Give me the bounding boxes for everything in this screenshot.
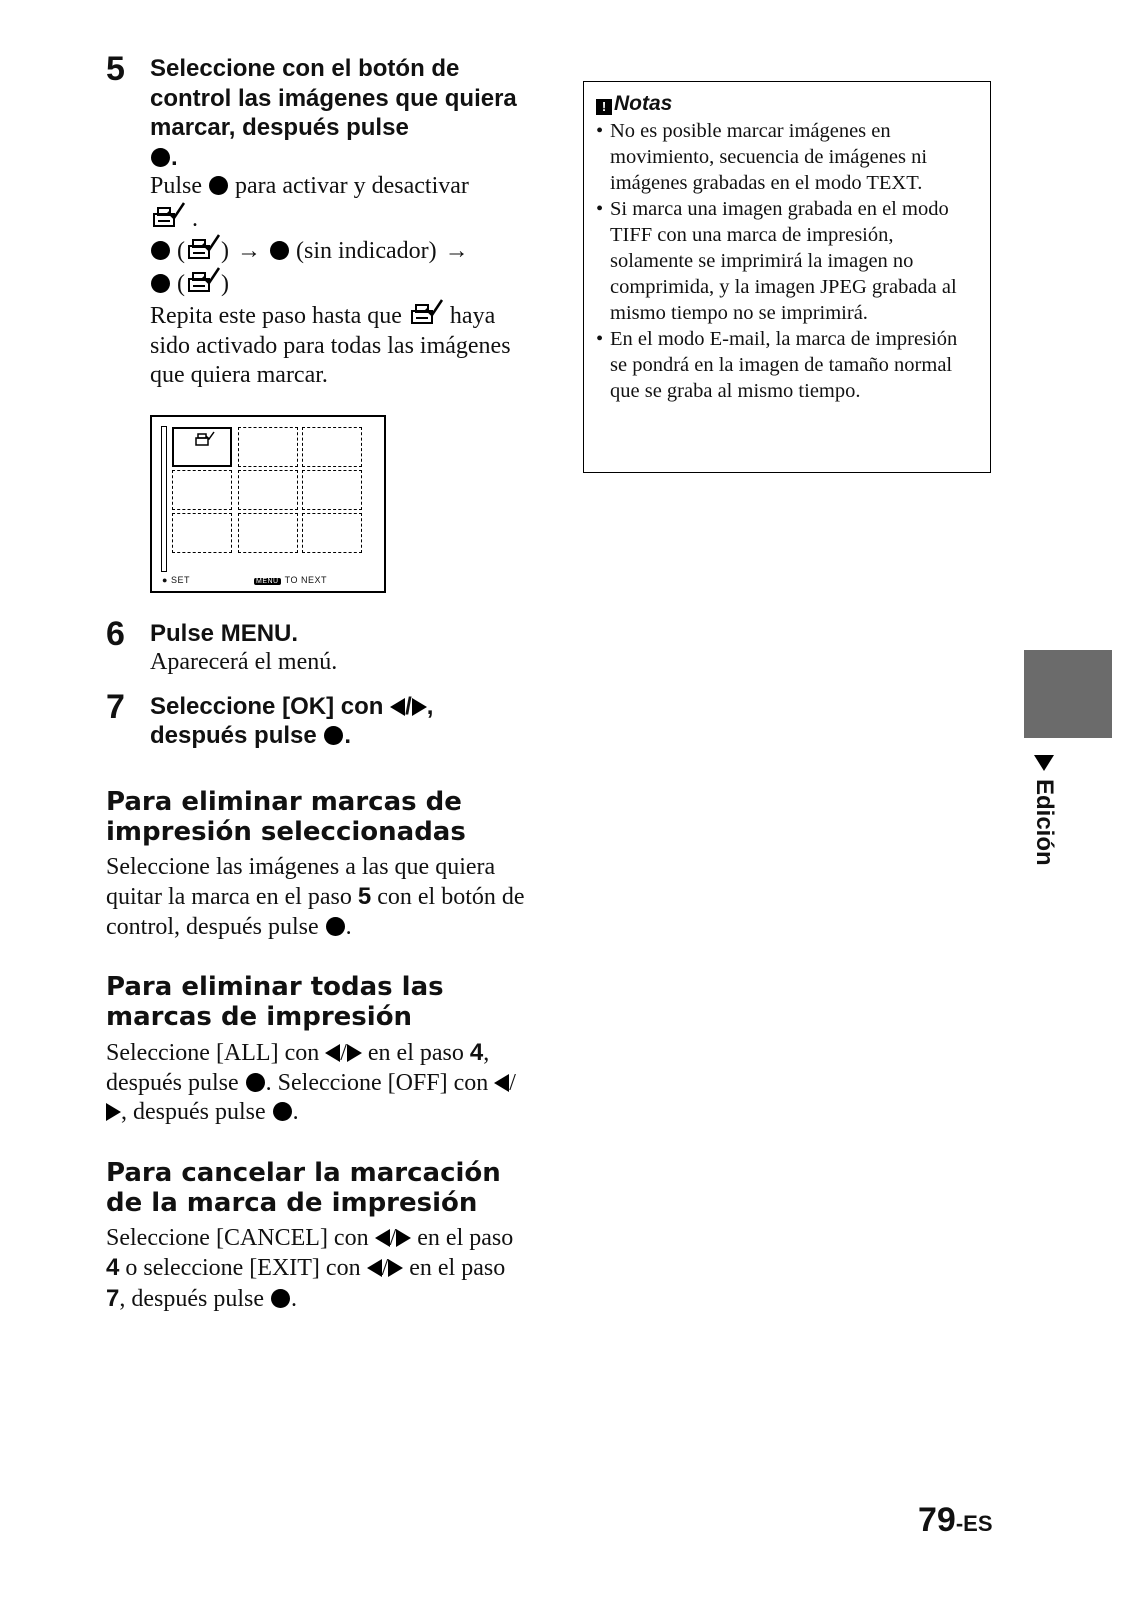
main-column	[106, 50, 526, 1314]
thumbnail	[302, 470, 362, 510]
lcd-set-label: ● SET	[162, 574, 190, 585]
right-triangle-icon	[388, 1259, 403, 1277]
control-button-dot-icon	[151, 148, 170, 167]
right-triangle-icon	[347, 1044, 362, 1062]
print-mark-icon	[194, 430, 224, 450]
step-number: 6	[106, 614, 125, 653]
right-triangle-icon	[106, 1103, 121, 1121]
thumbnail	[238, 513, 298, 553]
thumbnail	[302, 427, 362, 467]
step-title: Pulse MENU.	[150, 619, 299, 647]
step-title: Seleccione [OK] con / , después pulse .	[150, 692, 434, 749]
thumbnail-selected	[172, 427, 232, 467]
notes-title: ! Notas	[596, 90, 978, 118]
step-6	[106, 614, 526, 678]
notes-list	[596, 118, 978, 404]
section-cancel-marking	[106, 1158, 526, 1315]
chapter-tab	[1024, 650, 1112, 738]
chapter-label: Edición	[1024, 755, 1064, 866]
control-button-dot-icon	[271, 1289, 290, 1308]
thumbnail	[172, 513, 232, 553]
control-button-dot-icon	[151, 241, 170, 260]
left-triangle-icon	[367, 1259, 382, 1277]
step-body: Aparecerá el menú.	[150, 649, 338, 675]
lcd-next-label: MENU TO NEXT	[256, 574, 327, 585]
section-remove-selected	[106, 787, 526, 943]
left-triangle-icon	[375, 1229, 390, 1247]
right-triangle-icon	[396, 1229, 411, 1247]
print-mark-icon	[185, 234, 221, 262]
step-7	[106, 687, 526, 751]
step-5	[106, 50, 526, 593]
menu-tag: MENU	[256, 577, 279, 585]
left-triangle-icon	[390, 698, 405, 716]
thumbnail	[238, 470, 298, 510]
thumbnail	[302, 513, 362, 553]
print-mark-icon	[408, 299, 444, 327]
control-button-dot-icon	[273, 1102, 292, 1121]
lcd-screen-illustration	[150, 415, 386, 593]
control-button-dot-icon	[246, 1073, 265, 1092]
control-button-dot-icon	[151, 274, 170, 293]
print-mark-icon	[150, 202, 186, 230]
section-heading: Para cancelar la marcación de la marca de impresión	[106, 1157, 501, 1218]
step-body: Pulse para activar y desactivar . ( ) → (sin indicador) → ( ) Repita este paso hasta que haya sido activado para todas las imágenes que quiera marcar.	[150, 173, 511, 388]
control-button-dot-icon	[326, 917, 345, 936]
left-triangle-icon	[494, 1074, 509, 1092]
section-heading: Para eliminar marcas de impresión seleccionadas	[106, 786, 466, 847]
thumbnail	[238, 427, 298, 467]
note-item: • No es posible marcar imágenes en movimiento, secuencia de imágenes ni imágenes grabadas en el modo TEXT.	[596, 118, 978, 196]
note-item: • En el modo E-mail, la marca de impresión se pondrá en la imagen de tamaño normal que se graba al mismo tiempo.	[596, 326, 978, 404]
note-item: • Si marca una imagen grabada en el modo TIFF con una marca de impresión, solamente se imprimirá la imagen no comprimida, y la imagen JPEG grabada al mismo tiempo no se imprimirá.	[596, 196, 978, 326]
left-triangle-icon	[325, 1044, 340, 1062]
step-number: 7	[106, 687, 125, 726]
control-button-dot-icon	[270, 241, 289, 260]
step-title: Seleccione con el botón de control las imágenes que quiera marcar, después pulse .	[150, 55, 517, 171]
thumbnail	[172, 470, 232, 510]
control-button-dot-icon	[209, 176, 228, 195]
section-body: Seleccione las imágenes a las que quiera quitar la marca en el paso 5 con el botón de control, después pulse .	[106, 853, 525, 940]
section-body: Seleccione [ALL] con / en el paso 4, después pulse . Seleccione [OFF] con /, después pulse .	[106, 1039, 516, 1125]
section-remove-all	[106, 972, 526, 1128]
step-number: 5	[106, 50, 125, 88]
arrow-right-icon: →	[444, 238, 469, 264]
arrow-right-icon: →	[237, 238, 261, 264]
section-heading: Para eliminar todas las marcas de impresión	[106, 972, 444, 1032]
print-mark-icon	[185, 267, 221, 295]
section-body: Seleccione [CANCEL] con / en el paso 4 o seleccione [EXIT] con / en el paso 7, después pulse .	[106, 1224, 514, 1312]
scroll-bar	[161, 426, 167, 572]
triangle-down-icon	[1034, 755, 1054, 771]
right-triangle-icon	[412, 698, 427, 716]
notes-box	[583, 81, 991, 473]
control-button-dot-icon	[324, 726, 343, 745]
note-icon: !	[596, 99, 612, 115]
page-number: 79-ES	[918, 1501, 993, 1539]
